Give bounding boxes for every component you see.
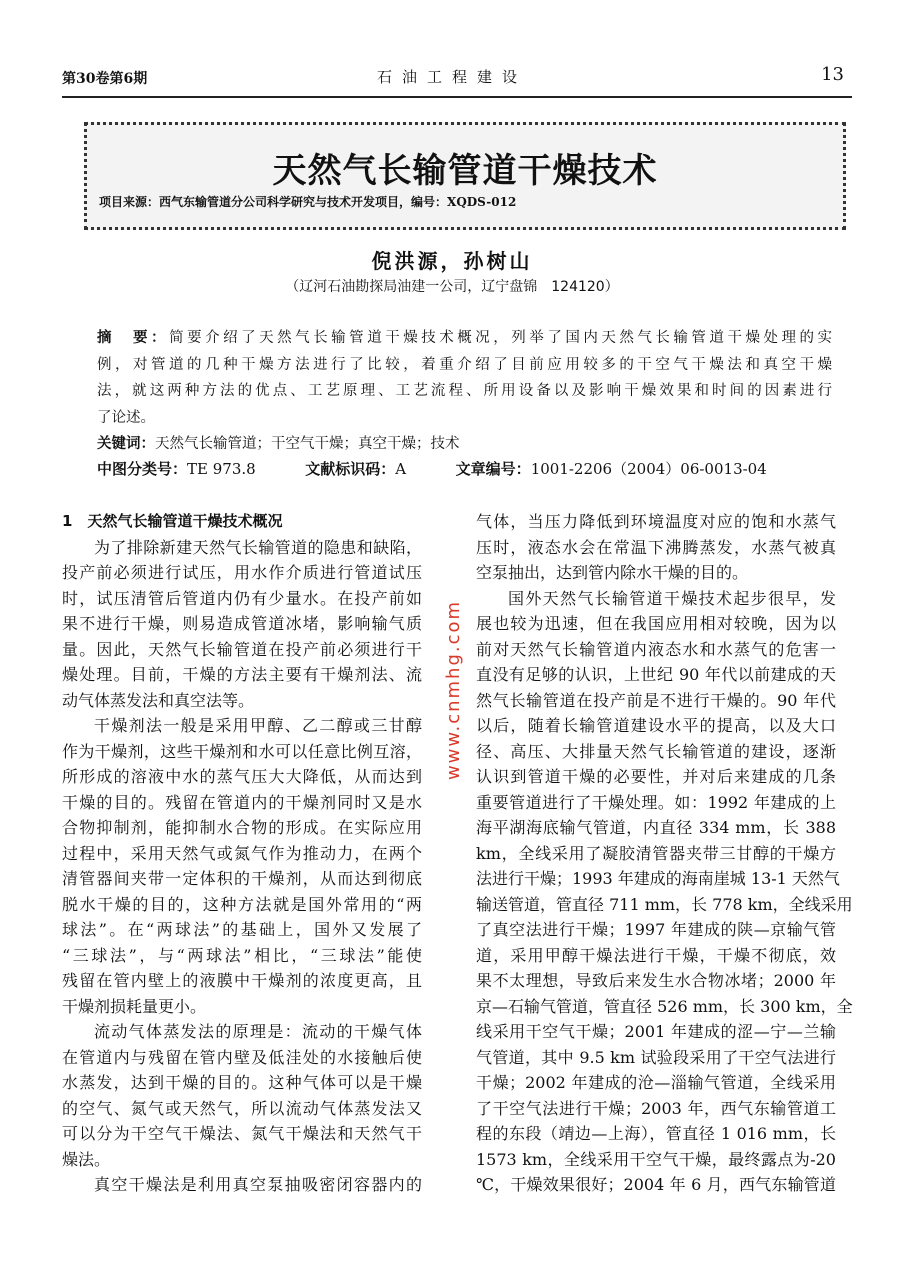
clc-value: TE 973.8	[187, 460, 256, 478]
body-text-line: 在管道内与残留在管内壁及低洼处的水接触后使	[62, 1047, 422, 1067]
article-number-value: 1001-2206（2004）06-0013-04	[530, 460, 767, 478]
body-text-line: 了干空气法进行干燥；2003 年，西气东输管道工	[476, 1098, 836, 1118]
body-column-right	[476, 509, 853, 1198]
body-text-line: 果不进行干燥，则易造成管道冰堵，影响输气质	[62, 614, 422, 633]
abstract-line: 法，就这两种方法的优点、工艺原理、工艺流程、所用设备以及影响干燥效果和时间的因素进行	[97, 383, 832, 399]
keywords-label: 关键词：	[97, 436, 155, 452]
body-text-line: 作为干燥剂，这些干燥剂和水可以任意比例互溶，	[62, 741, 422, 761]
classification	[97, 458, 832, 479]
clc-label: 中图分类号：	[97, 460, 188, 478]
keywords	[97, 432, 832, 453]
body-text-line: 所形成的溶液中水的蒸气压大大降低，从而达到	[62, 767, 422, 786]
doc-code-value: A	[395, 460, 407, 478]
body-text-line: 气体，当压力降低到环境温度对应的饱和水蒸气	[476, 512, 836, 531]
affiliation: （辽河石油勘探局油建一公司，辽宁盘锦 124120）	[285, 279, 619, 295]
body-text-line: 认识到管道干燥的必要性，并对后来建成的几条	[476, 767, 836, 786]
project-source: 项目来源：西气东输管道分公司科学研究与技术开发项目，编号：XQDS-012	[99, 195, 517, 209]
body-text-line: 合物抑制剂，能抑制水合物的形成。在实际应用	[62, 818, 422, 837]
body-text-line: km，全线采用了凝胶清管器夹带三甘醇的干燥方	[476, 843, 836, 863]
body-text-line: 燥法。	[62, 1149, 111, 1169]
body-text-line: 气管道，其中 9.5 km 试验段采用了干空气法进行	[476, 1047, 836, 1067]
journal-volume-issue: 第30卷第6期	[62, 71, 148, 87]
authors: 倪洪源，孙树山	[371, 249, 533, 273]
body-text-line: 重要管道进行了干燥处理。如：1992 年建成的上	[476, 792, 836, 812]
body-text-line: 京—石输气管道，管直径 526 mm，长 300 km，全	[476, 996, 853, 1016]
body-text-line: 压时，液态水会在常温下沸腾蒸发，水蒸气被真	[476, 537, 836, 557]
body-text-line: ℃，干燥效果很好；2004 年 6 月，西气东输管道	[476, 1175, 836, 1194]
body-text-line: 过程中，采用天然气或氮气作为推动力，在两个	[62, 843, 422, 863]
body-text-line: 径、高压、大排量天然气长输管道的建设，逐渐	[476, 741, 836, 761]
body-text-line: 前对天然气长输管道内液态水和水蒸气的危害一	[476, 639, 836, 659]
body-text-line: 以后，随着长输管道建设水平的提高，以及大口	[476, 716, 836, 735]
body-text-line: 残留在管内壁上的液膜中干燥剂的浓度更高，且	[62, 971, 422, 990]
body-text-line: 然气长输管道在投产前是不进行干燥的。90 年代	[476, 690, 836, 710]
body-text-line: 输送管道，管直径 711 mm，长 778 km，全线采用	[476, 894, 853, 914]
paper-title: 天然气长输管道干燥技术	[272, 151, 658, 191]
abstract-text: 简要介绍了天然气长输管道干燥技术概况，列举了国内天然气长输管道干燥处理的实	[169, 330, 833, 346]
body-text-line: 道，采用甲醇干燥法进行干燥，干燥不彻底，效	[476, 945, 836, 965]
doc-code-label: 文献标识码：	[305, 460, 396, 478]
body-text-line: 为了排除新建天然气长输管道的隐患和缺陷，	[94, 537, 422, 557]
body-text-line: 投产前必须进行试压，用水作介质进行管道试压	[62, 563, 422, 582]
body-text-line: 的空气、氮气或天然气，所以流动气体蒸发法又	[62, 1098, 422, 1118]
body-text-line: 国外天然气长输管道干燥技术起步很早，发	[508, 588, 836, 608]
body-text-line: 可以分为干空气干燥法、氮气干燥法和天然气干	[62, 1124, 422, 1143]
body-text-line: 干燥剂法一般是采用甲醇、乙二醇或三甘醇	[94, 716, 422, 735]
abstract-line: 例，对管道的几种干燥方法进行了比较，着重介绍了目前应用较多的干空气干燥法和真空干燥	[97, 357, 832, 373]
body-text-line: “三球法”，与“两球法”相比，“三球法”能使	[62, 945, 422, 965]
body-text-line: 展也较为迅速，但在我国应用相对较晚，因为以	[476, 614, 836, 633]
body-text-line: 空泵抽出，达到管内除水干燥的目的。	[476, 563, 749, 582]
title-box	[84, 122, 846, 230]
body-text-line: 干燥；2002 年建成的沧—淄输气管道，全线采用	[476, 1073, 836, 1092]
body-text-line: 燥处理。目前，干燥的方法主要有干燥剂法、流	[62, 665, 422, 684]
body-text-line: 法进行干燥；1993 年建成的海南崖城 13-1 天然气	[476, 869, 840, 888]
body-text-line: 水蒸发，达到干燥的目的。这种气体可以是干燥	[62, 1073, 422, 1092]
body-text-line: 了真空法进行干燥；1997 年建成的陕—京输气管	[476, 920, 836, 939]
body-text-line: 清管器间夹带一定体积的干燥剂，从而达到彻底	[62, 869, 422, 888]
body-text-line: 球法”。在“两球法”的基础上，国外又发展了	[62, 920, 422, 939]
body-text-line: 真空干燥法是利用真空泵抽吸密闭容器内的	[94, 1175, 422, 1194]
body-text-line: 1573 km，全线采用干空气干燥，最终露点为-20	[476, 1149, 836, 1169]
abstract-line: 了论述。	[97, 410, 155, 426]
watermark: www.cnmhg.com	[443, 599, 464, 781]
body-text-line: 海平湖海底输气管道，内直径 334 mm，长 388	[476, 818, 836, 837]
watermark-area	[440, 540, 468, 840]
body-text-line: 流动气体蒸发法的原理是：流动的干燥气体	[94, 1022, 422, 1041]
keywords-value: 天然气长输管道；干空气干燥；真空干燥；技术	[155, 436, 460, 452]
body-text-line: 干燥的目的。残留在管道内的干燥剂同时又是水	[62, 792, 422, 812]
journal-name: 石油工程建设	[376, 68, 527, 86]
header-rule	[62, 96, 852, 98]
body-text-line: 果不太理想，导致后来发生水合物冰堵；2000 年	[476, 971, 836, 990]
body-text-line: 动气体蒸发法和真空法等。	[62, 690, 255, 710]
body-text-line: 线采用干空气干燥；2001 年建成的涩—宁—兰输	[476, 1022, 836, 1041]
body-text-line: 干燥剂损耗量更小。	[62, 996, 207, 1016]
body-text-line: 量。因此，天然气长输管道在投产前必须进行干	[62, 639, 422, 659]
body-text-line: 时，试压清管后管道内仍有少量水。在投产前如	[62, 588, 422, 608]
body-text-line: 脱水干燥的目的，这种方法就是国外常用的“两	[62, 894, 422, 914]
body-column-left	[62, 509, 422, 1198]
abstract-label: 摘 要：	[97, 330, 170, 346]
body-text-line: 程的东段（靖边—上海），管直径 1 016 mm，长	[476, 1124, 836, 1143]
section-heading: 1 天然气长输管道干燥技术概况	[62, 512, 283, 530]
article-number-label: 文章编号：	[455, 460, 531, 478]
abstract-line	[97, 326, 832, 347]
page-number: 13	[821, 64, 844, 85]
body-text-line: 直没有足够的认识，上世纪 90 年代以前建成的天	[476, 665, 836, 684]
